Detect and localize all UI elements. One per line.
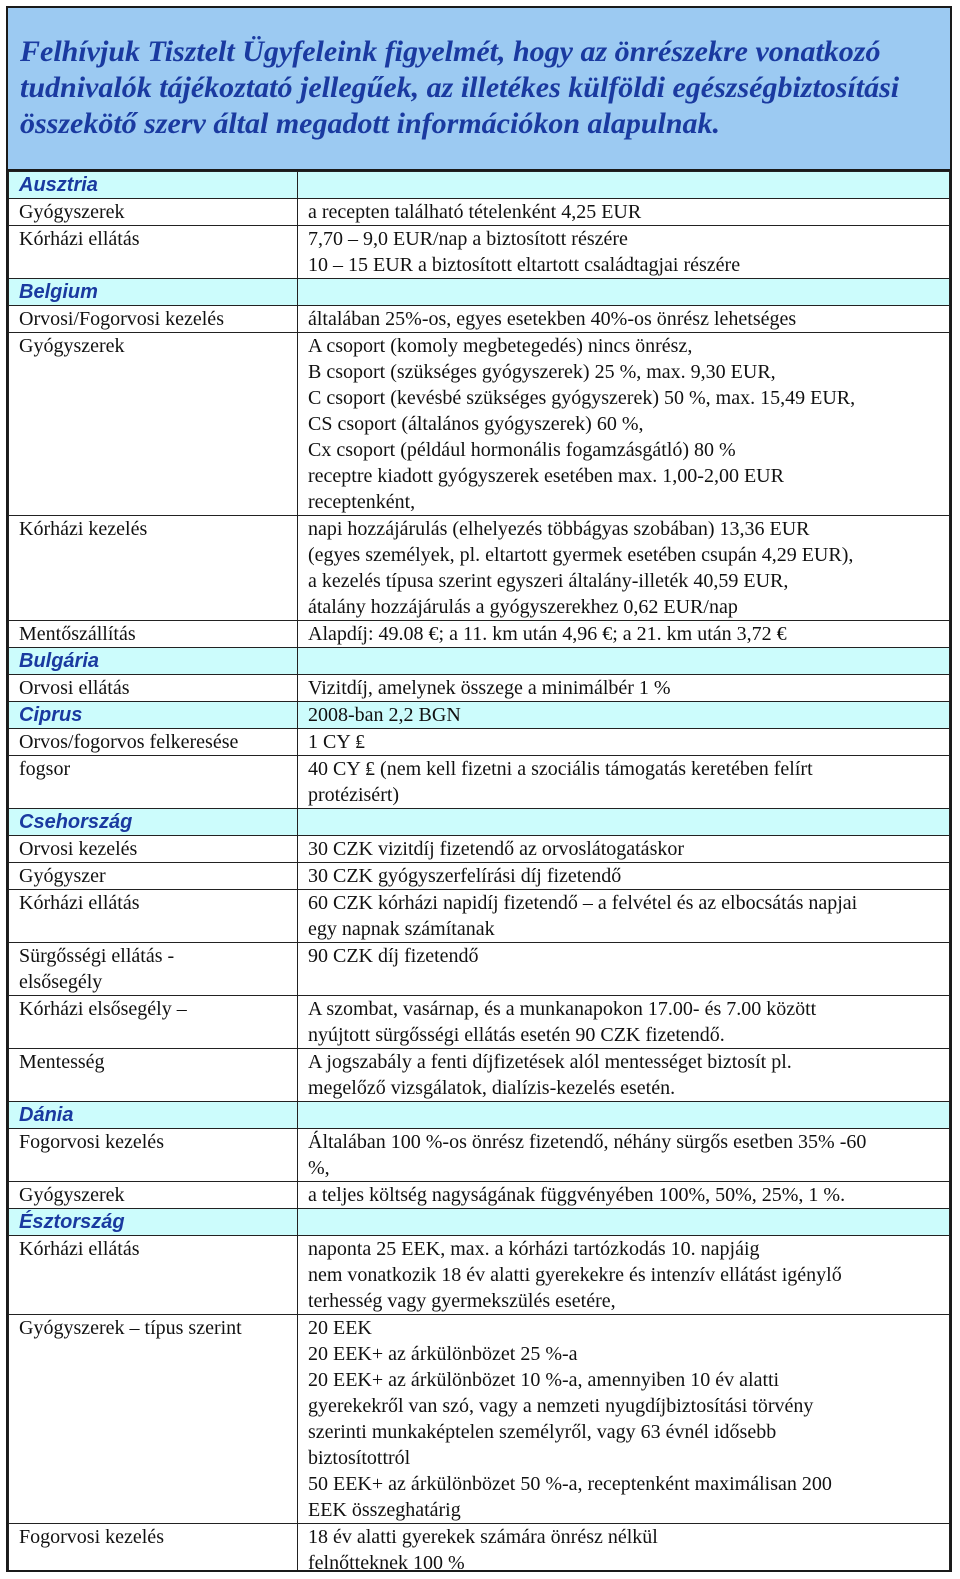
- category-line: Kórházi ellátás: [19, 228, 140, 250]
- category-line: Gyógyszerek: [19, 201, 125, 223]
- country-note: [298, 1209, 950, 1236]
- category-line: Gyógyszerek: [19, 335, 125, 357]
- detail-line: átalány hozzájárulás a gyógyszerekhez 0,62 EUR/nap: [308, 596, 738, 618]
- detail-line: a kezelés típusa szerint egyszeri általány-illeték 40,59 EUR,: [308, 570, 789, 592]
- detail-line: 30 CZK gyógyszerfelírási díj fizetendő: [308, 865, 622, 887]
- service-category: [9, 516, 298, 621]
- service-category: [9, 943, 298, 996]
- country-header-row: [9, 172, 950, 199]
- detail-line: 90 CZK díj fizetendő: [308, 945, 479, 967]
- detail-line: 20 EEK+ az árkülönbözet 25 %-a: [308, 1343, 578, 1365]
- detail-line: 7,70 – 9,0 EUR/nap a biztosított részére: [308, 228, 628, 250]
- country-name: Belgium: [9, 279, 298, 306]
- category-line: Fogorvosi kezelés: [19, 1131, 164, 1153]
- detail-line: EEK összeghatárig: [308, 1499, 461, 1521]
- copayment-detail: [298, 675, 950, 702]
- country-name: Ausztria: [9, 172, 298, 199]
- table-row: [9, 836, 950, 863]
- detail-line: szerinti munkaképtelen személyről, vagy 63 évnél idősebb: [308, 1421, 777, 1443]
- notice-line-1: Felhívjuk Tisztelt Ügyfeleink figyelmét, hogy az önrészekre vonatkozó: [20, 35, 881, 68]
- category-line: Orvosi ellátás: [19, 677, 130, 699]
- category-line: Kórházi ellátás: [19, 1238, 140, 1260]
- category-line: Orvosi/Fogorvosi kezelés: [19, 308, 224, 330]
- detail-line: 20 EEK+ az árkülönbözet 10 %-a, amennyiben 10 év alatti: [308, 1369, 780, 1391]
- notice-line-2: tudnivalók tájékoztató jellegűek, az illetékes külföldi egészségbiztosítási: [20, 71, 900, 104]
- copayment-detail: [298, 729, 950, 756]
- copayment-detail: [298, 863, 950, 890]
- copayment-detail: [298, 943, 950, 996]
- country-note: [298, 1102, 950, 1129]
- detail-line: Általában 100 %-os önrész fizetendő, néhány sürgős esetben 35% -60: [308, 1131, 867, 1153]
- detail-line: napi hozzájárulás (elhelyezés többágyas szobában) 13,36 EUR: [308, 518, 810, 540]
- detail-line: 10 – 15 EUR a biztosított eltartott családtagjai részére: [308, 254, 741, 276]
- detail-line: megelőző vizsgálatok, dialízis-kezelés esetén.: [308, 1077, 676, 1099]
- copayment-detail: [298, 516, 950, 621]
- detail-line: 50 EEK+ az árkülönbözet 50 %-a, receptenként maximálisan 200: [308, 1473, 832, 1495]
- table-row: [9, 1129, 950, 1182]
- table-row: [9, 756, 950, 809]
- country-note: 2008-ban 2,2 BGN: [298, 702, 950, 729]
- detail-line: a teljes költség nagyságának függvényében 100%, 50%, 25%, 1 %.: [308, 1184, 846, 1206]
- detail-line: Vizitdíj, amelynek összege a minimálbér 1 %: [308, 677, 671, 699]
- detail-line: 60 CZK kórházi napidíj fizetendő – a felvétel és az elbocsátás napjai: [308, 892, 858, 914]
- notice-banner: [8, 8, 950, 171]
- copayment-detail: [298, 306, 950, 333]
- service-category: [9, 621, 298, 648]
- table-row: [9, 333, 950, 516]
- service-category: [9, 729, 298, 756]
- copayment-detail: [298, 1129, 950, 1182]
- service-category: [9, 1524, 298, 1573]
- detail-line: általában 25%-os, egyes esetekben 40%-os önrész lehetséges: [308, 308, 797, 330]
- table-row: [9, 1049, 950, 1102]
- table-row: [9, 226, 950, 279]
- service-category: [9, 863, 298, 890]
- category-line: fogsor: [19, 758, 71, 780]
- country-header-row: [9, 809, 950, 836]
- detail-line: biztosítottról: [308, 1447, 411, 1469]
- detail-line: nyújtott sürgősségi ellátás esetén 90 CZK fizetendő.: [308, 1024, 725, 1046]
- detail-line: 20 EEK: [308, 1317, 372, 1339]
- table-row: [9, 943, 950, 996]
- country-header-row: [9, 1102, 950, 1129]
- service-category: [9, 836, 298, 863]
- detail-line: 1 CY ₤: [308, 731, 366, 753]
- table-row: [9, 890, 950, 943]
- detail-line: B csoport (szükséges gyógyszerek) 25 %, max. 9,30 EUR,: [308, 361, 776, 383]
- category-line: Orvos/fogorvos felkeresése: [19, 731, 239, 753]
- detail-line: egy napnak számítanak: [308, 918, 495, 940]
- service-category: [9, 1049, 298, 1102]
- country-header-row: [9, 702, 950, 729]
- category-line: Orvosi kezelés: [19, 838, 138, 860]
- copayment-table: [8, 171, 950, 1572]
- detail-line: A jogszabály a fenti díjfizetések alól mentességet biztosít pl.: [308, 1051, 792, 1073]
- category-line: Kórházi kezelés: [19, 518, 148, 540]
- category-line: elsősegély: [19, 971, 103, 993]
- detail-line: Cx csoport (például hormonális fogamzásgátló) 80 %: [308, 439, 736, 461]
- country-name: Csehország: [9, 809, 298, 836]
- detail-line: naponta 25 EEK, max. a kórházi tartózkodás 10. napjáig: [308, 1238, 760, 1260]
- notice-line-3: összekötő szerv által megadott információkon alapulnak.: [20, 107, 721, 140]
- copayment-detail: [298, 199, 950, 226]
- table-row: [9, 306, 950, 333]
- category-line: Mentesség: [19, 1051, 105, 1073]
- table-row: [9, 1524, 950, 1573]
- service-category: [9, 890, 298, 943]
- category-line: Fogorvosi kezelés: [19, 1526, 164, 1548]
- copayment-detail: [298, 1236, 950, 1315]
- category-line: Gyógyszerek – típus szerint: [19, 1317, 242, 1339]
- table-row: [9, 1182, 950, 1209]
- detail-line: a recepten található tételenként 4,25 EUR: [308, 201, 642, 223]
- detail-line: 30 CZK vizitdíj fizetendő az orvoslátogatáskor: [308, 838, 685, 860]
- copayment-detail: [298, 890, 950, 943]
- copayment-detail: [298, 226, 950, 279]
- table-row: [9, 516, 950, 621]
- category-line: Gyógyszer: [19, 865, 106, 887]
- category-line: Kórházi ellátás: [19, 892, 140, 914]
- copayment-detail: [298, 1182, 950, 1209]
- category-line: Sürgősségi ellátás -: [19, 945, 175, 967]
- detail-line: A csoport (komoly megbetegedés) nincs önrész,: [308, 335, 693, 357]
- country-note: [298, 809, 950, 836]
- copayment-detail: [298, 836, 950, 863]
- table-row: [9, 621, 950, 648]
- table-row: [9, 1315, 950, 1524]
- country-name: Dánia: [9, 1102, 298, 1129]
- detail-line: nem vonatkozik 18 év alatti gyerekekre és intenzív ellátást igénylő: [308, 1264, 842, 1286]
- country-note: [298, 648, 950, 675]
- category-line: Mentőszállítás: [19, 623, 136, 645]
- copayment-detail: [298, 621, 950, 648]
- country-note: [298, 172, 950, 199]
- detail-line: 40 CY ₤ (nem kell fizetni a szociális támogatás keretében felírt: [308, 758, 813, 780]
- detail-line: CS csoport (általános gyógyszerek) 60 %,: [308, 413, 644, 435]
- copayment-detail: [298, 1049, 950, 1102]
- service-category: [9, 306, 298, 333]
- detail-line: Alapdíj: 49.08 €; a 11. km után 4,96 €; a 21. km után 3,72 €: [308, 623, 787, 645]
- service-category: [9, 1182, 298, 1209]
- table-row: [9, 675, 950, 702]
- country-note: [298, 279, 950, 306]
- detail-line: A szombat, vasárnap, és a munkanapokon 17.00- és 7.00 között: [308, 998, 817, 1020]
- country-name: Ciprus: [9, 702, 298, 729]
- country-header-row: [9, 1209, 950, 1236]
- country-name: Bulgária: [9, 648, 298, 675]
- service-category: [9, 996, 298, 1049]
- document-page: [6, 6, 952, 1572]
- service-category: [9, 1129, 298, 1182]
- service-category: [9, 226, 298, 279]
- table-row: [9, 996, 950, 1049]
- table-row: [9, 1236, 950, 1315]
- detail-line: %,: [308, 1157, 330, 1179]
- detail-line: (egyes személyek, pl. eltartott gyermek esetében csupán 4,29 EUR),: [308, 544, 854, 566]
- service-category: [9, 675, 298, 702]
- table-row: [9, 729, 950, 756]
- country-header-row: [9, 279, 950, 306]
- detail-line: terhesség vagy gyermekszülés esetére,: [308, 1290, 616, 1312]
- service-category: [9, 756, 298, 809]
- detail-line: receptenként,: [308, 491, 416, 513]
- service-category: [9, 1236, 298, 1315]
- copayment-detail: [298, 333, 950, 516]
- copayment-detail: [298, 996, 950, 1049]
- country-header-row: [9, 648, 950, 675]
- service-category: [9, 333, 298, 516]
- detail-line: protézisért): [308, 784, 400, 806]
- service-category: [9, 1315, 298, 1524]
- detail-line: receptre kiadott gyógyszerek esetében max. 1,00-2,00 EUR: [308, 465, 784, 487]
- country-name: Észtország: [9, 1209, 298, 1236]
- table-row: [9, 199, 950, 226]
- category-line: Kórházi elsősegély –: [19, 998, 187, 1020]
- table-row: [9, 863, 950, 890]
- copayment-detail: [298, 756, 950, 809]
- copayment-detail: [298, 1524, 950, 1573]
- detail-line: 18 év alatti gyerekek számára önrész nélkül: [308, 1526, 658, 1548]
- service-category: [9, 199, 298, 226]
- detail-line: C csoport (kevésbé szükséges gyógyszerek) 50 %, max. 15,49 EUR,: [308, 387, 856, 409]
- detail-line: gyerekekről van szó, vagy a nemzeti nyugdíjbiztosítási törvény: [308, 1395, 814, 1417]
- category-line: Gyógyszerek: [19, 1184, 125, 1206]
- copayment-detail: [298, 1315, 950, 1524]
- detail-line: felnőtteknek 100 %: [308, 1552, 465, 1572]
